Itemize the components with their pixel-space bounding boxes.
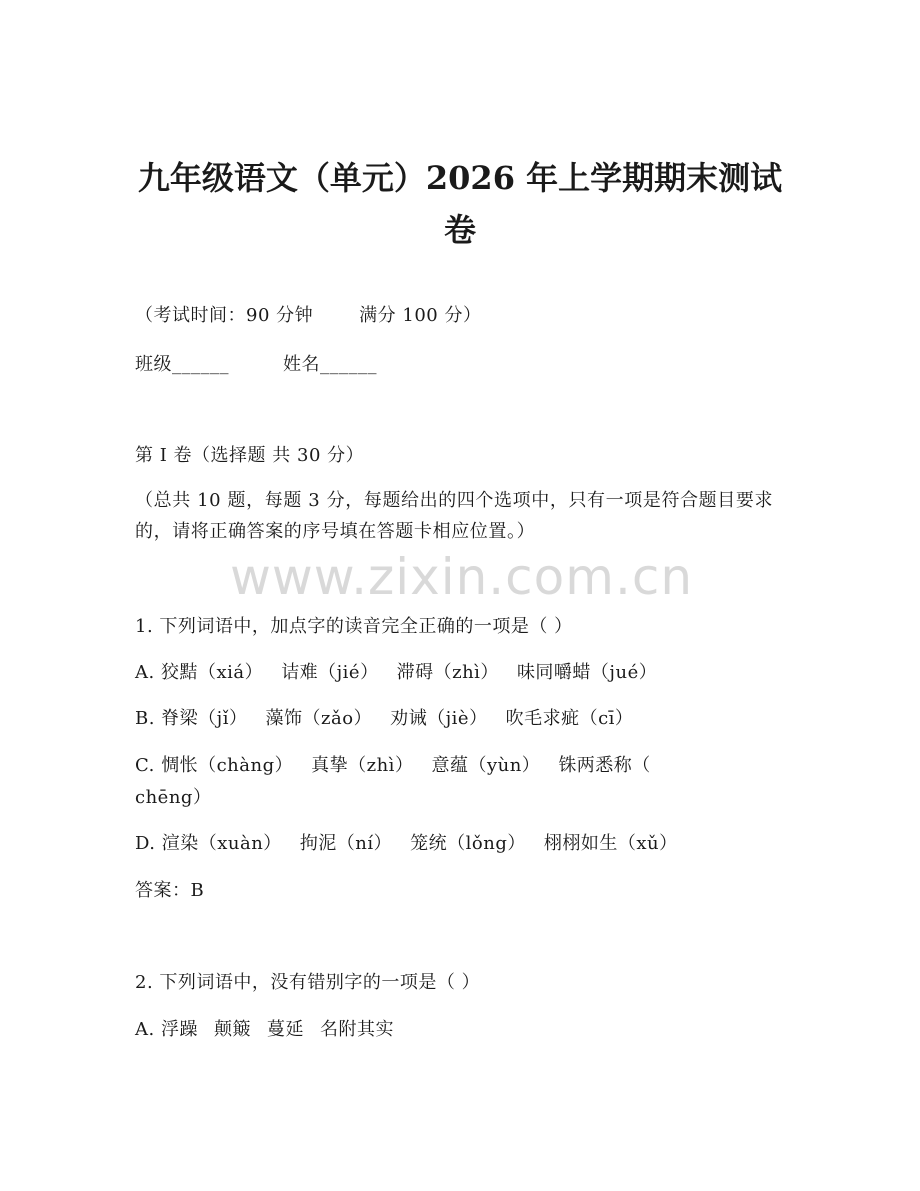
q2-option-a-part-3: 蔓延 [266, 1019, 304, 1040]
question-1-answer: 答案：B [135, 880, 205, 901]
class-field: 班级______ [135, 354, 229, 375]
q2-option-a-part-2: 颠簸 [213, 1019, 251, 1040]
exam-info [135, 301, 481, 327]
option-b-part-3: 劝诫（jiè） [390, 708, 488, 729]
option-c-part-3: 意蕴（yùn） [431, 755, 541, 776]
watermark: www.zixin.com.cn [230, 548, 694, 606]
title-line-1: 九年级语文（单元）2026 年上学期期末测试 [137, 159, 783, 197]
option-a-part-4: 味同嚼蜡（jué） [516, 662, 658, 683]
question-2-option-a [135, 1015, 394, 1041]
question-1-option-a [135, 658, 657, 684]
exam-time: （考试时间：90 分钟 [135, 305, 314, 326]
question-1-option-c-continued: chēng） [135, 787, 212, 808]
option-d-part-4: 栩栩如生（xǔ） [543, 833, 678, 854]
option-d-part-2: 拘泥（ní） [299, 833, 393, 854]
name-field: 姓名______ [283, 354, 377, 375]
exam-score: 满分 100 分） [359, 305, 482, 326]
option-a-part-3: 滞碍（zhì） [396, 662, 499, 683]
option-d-part-1: D. 渲染（xuàn） [135, 833, 282, 854]
title-line-2: 卷 [443, 211, 476, 249]
question-1-option-d [135, 829, 678, 855]
q2-option-a-part-1: A. 浮躁 [135, 1019, 198, 1040]
document-title [120, 152, 800, 256]
question-2-stem: 2. 下列词语中，没有错别字的一项是（ ） [135, 972, 481, 993]
section-instructions: （总共 10 题，每题 3 分，每题给出的四个选项中，只有一项是符合题目要求的，请将正确答案的序号填在答题卡相应位置。） [135, 490, 774, 542]
option-b-part-2: 藻饰（zǎo） [265, 708, 373, 729]
option-a-part-1: A. 狡黠（xiá） [135, 662, 264, 683]
option-c-part-1: C. 惆怅（chàng） [135, 755, 294, 776]
question-1-option-c [135, 751, 651, 777]
option-b-part-1: B. 脊梁（jǐ） [135, 708, 248, 729]
option-c-part-2: 真挚（zhì） [311, 755, 414, 776]
option-d-part-3: 笼统（lǒng） [410, 833, 526, 854]
option-c-part-4: 铢两悉称（ [558, 755, 651, 776]
student-info [135, 350, 377, 376]
question-1-option-b [135, 704, 633, 730]
option-b-part-4: 吹毛求疵（cī） [505, 708, 634, 729]
section-heading: 第 I 卷（选择题 共 30 分） [135, 445, 365, 466]
q2-option-a-part-4: 名附其实 [319, 1019, 394, 1040]
option-a-part-2: 诘难（jié） [281, 662, 379, 683]
question-1-stem: 1. 下列词语中，加点字的读音完全正确的一项是（ ） [135, 616, 573, 637]
